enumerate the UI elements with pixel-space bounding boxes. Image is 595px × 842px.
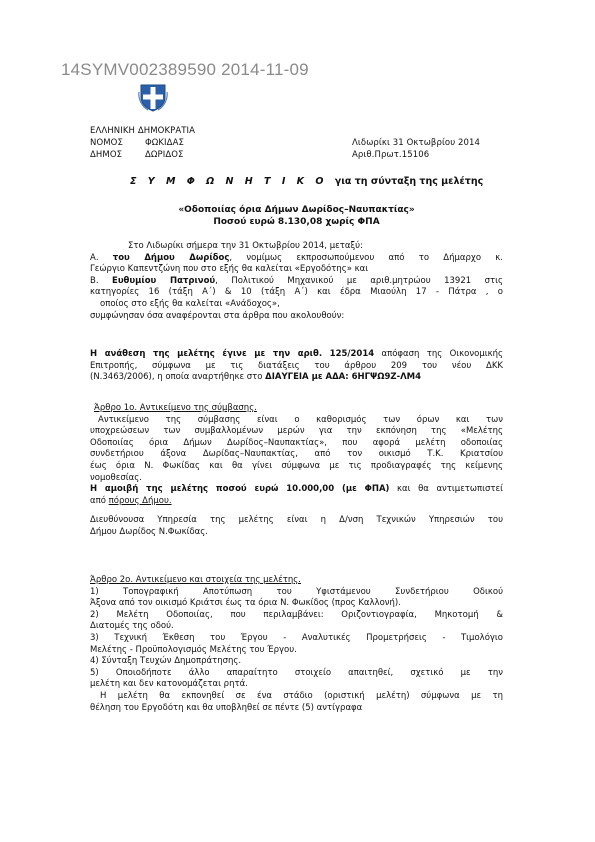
fee-rest: και θα αντιμετωπιστεί [389, 484, 503, 495]
article1 [90, 403, 503, 539]
article1-heading: Άρθρο 1ο. Αντικείμενο της σύμβασης. [94, 403, 257, 413]
article1-fee [90, 484, 503, 496]
intro-party-b [90, 276, 503, 288]
intro-line: οποίος στο εξής θα καλείται «Ανάδοχος», [100, 298, 280, 309]
article2-item: 5) Οποιοδήποτε άλλο απαραίτητο στοιχείο απαιτηθεί, σχετικό με την [90, 667, 503, 678]
article1-line: Οδοποιίας όρια Δήμων Δωρίδος–Ναυπακτίας», που αφορά μελέτη οδοποιίας [90, 437, 503, 448]
document-watermark: 14SYMV002389590 2014-11-09 [61, 60, 309, 79]
party-b-rest: , Πολιτικού Μηχανικού με αριθ.μητρώου 13921 στις [215, 275, 503, 286]
assignment-line [90, 349, 503, 361]
assignment-paragraph [90, 349, 503, 384]
intro-line: Στο Λιδωρίκι σήμερα την 31 Οκτωβρίου 2014, μεταξύ: [128, 241, 363, 251]
header-nomos-value: ΦΩΚΙΔΑΣ [145, 138, 184, 148]
assignment-diavgeia-pre: (Ν.3463/2006), η οποία αναρτήθηκε στο [90, 372, 266, 383]
article2-item: μελέτη και δεν κατονομάζεται ρητά. [90, 679, 248, 690]
header-republic: ΕΛΛΗΝΙΚΗ ΔΗΜΟΚΡΑΤΙΑ [90, 126, 196, 136]
greek-coat-of-arms-icon [138, 82, 168, 112]
article2-item: Μελέτης - Προϋπολογισμός Μελέτης του Έργου. [90, 644, 297, 655]
assignment-line: Επιτροπής, σύμφωνα με τις διατάξεις του άρθρου 209 του νέου ΔΚΚ [90, 360, 503, 371]
intro-paragraph [90, 241, 503, 322]
party-a-name: του Δήμου Δωρίδος [112, 252, 230, 263]
article1-directorate: Δήμου Δωρίδος Ν.Φωκίδας. [90, 526, 208, 537]
subject [90, 204, 503, 228]
assignment-rest: απόφαση της Οικονομικής [374, 349, 503, 359]
assignment-line [90, 372, 503, 384]
intro-line: Γεώργιο Καπεντζώνη που στο εξής θα καλείται «Εργοδότης» και [90, 264, 369, 275]
article2-final: Η μελέτη θα εκπονηθεί σε ένα στάδιο (οριστική μελέτη) σύμφωνα με τη [100, 690, 503, 701]
assignment-decision: Η ανάθεση της μελέτης έγινε με την αριθ. 125/2014 [90, 349, 375, 359]
header-nomos-label: ΝΟΜΟΣ [90, 138, 123, 148]
article1-line: Αντικείμενο της σύμβασης είναι ο καθορισμός των όρων και των [98, 414, 503, 425]
subject-line1: «Οδοποιίας όρια Δήμων Δωρίδος–Ναυπακτίας» [178, 205, 415, 215]
article2-item: 3) Τεχνική Έκθεση του Έργου - Αναλυτικές Προμετρήσεις - Τιμολόγιο [90, 632, 503, 643]
article2-item: 4) Σύνταξη Τευχών Δημοπράτησης. [90, 656, 242, 667]
document-title [130, 176, 483, 187]
article1-line: υποχρεώσεων των συμβαλλομένων μερών για την εκπόνηση της «Μελέτης [90, 426, 503, 437]
party-a-prefix: Α. [90, 252, 99, 263]
article2-item: Άξονα από τον οικισμό Κριάτσι έως τα όρια Ν. Φωκίδος (προς Καλλονή). [90, 598, 401, 609]
header-dimos-value: ΔΩΡΙΔΟΣ [145, 150, 184, 160]
article1-directorate: Διευθύνουσα Υπηρεσία της μελέτης είναι η Δ/νση Τεχνικών Υπηρεσιών του [90, 515, 503, 526]
article2-item: 1) Τοπογραφική Αποτύπωση του Υφιστάμενου Συνδετήριου Οδικού [90, 586, 503, 597]
intro-line: κατηγορίες 16 (τάξη Α΄) & 10 (τάξη Α΄) και έδρα Μιαούλη 17 - Πάτρα , ο [90, 287, 503, 298]
party-b-name: Ευθυμίου Πατρινού [112, 275, 216, 286]
fee-source: πόρους Δήμου. [108, 495, 172, 506]
article1-line: συνδετήριου άξονα Δωρίδας–Ναυπακτίας, από τον οικισμό Τ.Κ. Κριατσίου [90, 449, 503, 460]
article1-fee-source [90, 496, 503, 508]
article1-line: έως όρια Ν. Φωκίδας και θα γίνει σύμφωνα με τις προδιαγραφές της κείμενης [90, 460, 503, 471]
fee-amount: Η αμοιβή της μελέτης ποσού ευρώ 10.000,00 (με ΦΠΑ) [90, 484, 390, 495]
article2-item: 2) Μελέτη Οδοποιίας, που περιλαμβάνει: Οριζοντιογραφία, Μηκοτομή & [90, 609, 503, 620]
party-a-rest: , νομίμως εκπροσωπούμενου από το Δήμαρχο κ. [229, 252, 504, 263]
article2-heading: Άρθρο 2ο. Αντικείμενο και στοιχεία της μελέτης. [90, 575, 301, 585]
header-date: Λιδωρίκι 31 Οκτωβρίου 2014 [352, 138, 481, 148]
header-dimos-label: ΔΗΜΟΣ [90, 150, 123, 160]
subject-line2: Ποσού ευρώ 8.130,08 χωρίς ΦΠΑ [213, 217, 380, 227]
intro-party-a [90, 253, 503, 265]
article2-final: θέληση του Εργοδότη και θα υποβληθεί σε πέντε (5) αντίγραφα [90, 702, 363, 713]
header-protocol: Αριθ.Πρωτ.15106 [352, 150, 430, 160]
assignment-ada: ΔΙΑΥΓΕΙΑ με ΑΔΑ: 6ΗΓΨΩ9Ζ-ΛΜ4 [265, 372, 422, 383]
party-b-prefix: Β. [90, 275, 99, 286]
title-spaced: Σ Υ Μ Φ Ω Ν Η Τ Ι Κ Ο [130, 176, 328, 187]
intro-line: συμφώνησαν όσα αναφέρονται στα άρθρα που ακολουθούν: [90, 310, 345, 321]
fee-source-pre: από [90, 495, 109, 506]
article1-line: νομοθεσίας. [90, 472, 142, 483]
title-rest: για τη σύνταξη της μελέτης [334, 176, 484, 187]
article2-item: Διατομές της οδού. [90, 621, 174, 632]
article2 [90, 575, 503, 714]
